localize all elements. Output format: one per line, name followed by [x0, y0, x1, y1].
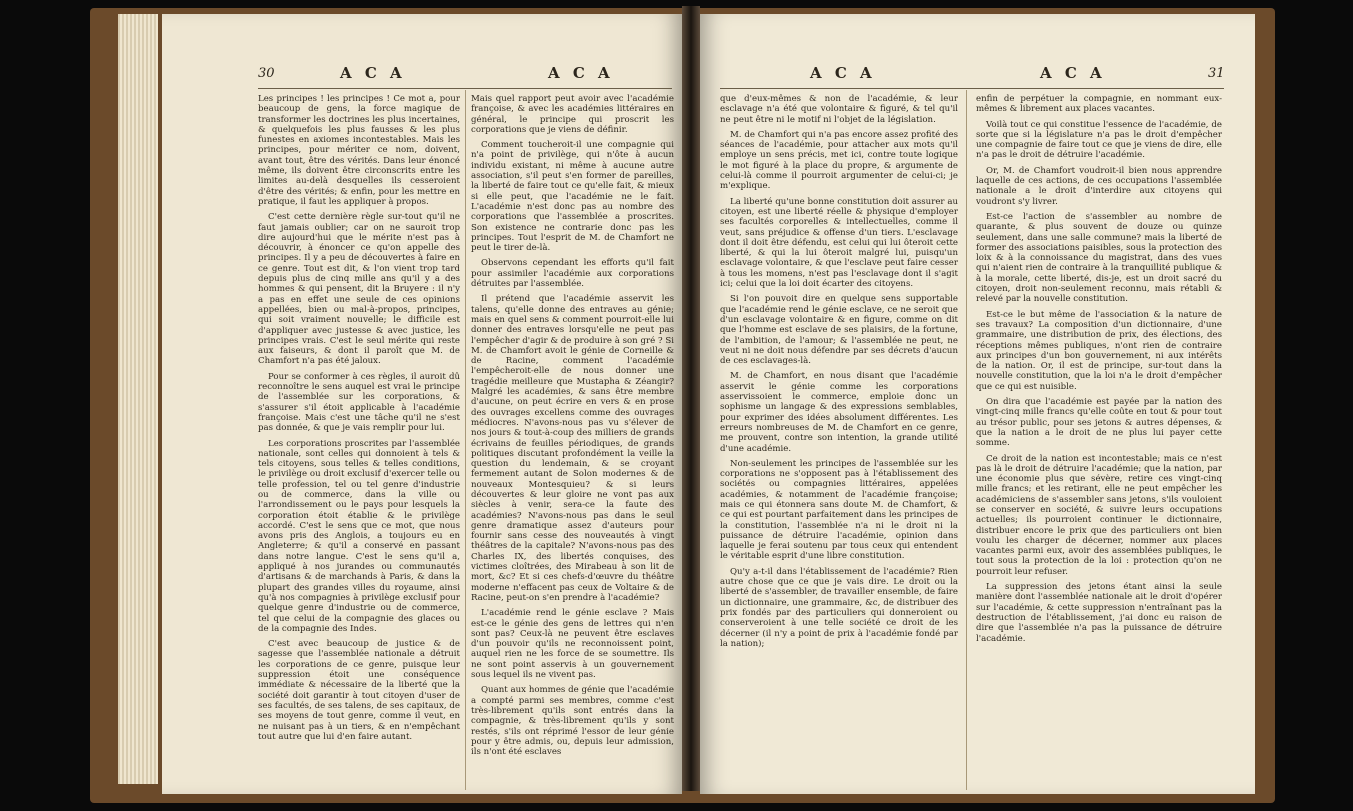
running-head-left-2: A C A — [548, 64, 614, 82]
paragraph: Mais quel rapport peut avoir avec l'académie françoise, & avec les académies littéraires en général, le principe qui proscrit les corporations que je viens de définir. — [471, 94, 674, 135]
paragraph: Les principes ! les principes ! Ce mot a, pour beaucoup de gens, la force magique de transformer les doctrines les plus incertaines, & quelquefois les plus fausses & les plus funestes en axiomes incontestables. Mais les principes, pour mériter ce nom, doivent, avant tout, être des vérités. Dans leur énoncé même, ils doivent être circonscrits entre les limites au-delà desquelles ils cesseroient d'être des vérités; & enfin, pour les mettre en pratique, il faut les appliquer à propos. — [258, 94, 460, 207]
left-page — [162, 14, 682, 794]
paragraph: Les corporations proscrites par l'assemblée nationale, sont celles qui donnoient à tels & tels citoyens, sous telles & telles conditions, le privilège ou droit exclusif d'exercer telle ou telle profession, tel ou tel genre d'industrie ou de commerce, dans la ville ou l'arrondissement ou le pays pour lesquels la corporation étoit établie & le privilège accordé. C'est le sens que ce mot, que nous avons pris des Anglois, a toujours eu en Angleterre; & qu'il a conservé en passant dans notre langue. C'est le sens qu'il a, appliqué à nos jurandes ou communautés d'artisans & de marchands à Paris, & dans la plupart des grandes villes du royaume, ainsi qu'à nos compagnies à privilège exclusif pour quelque genre d'industrie ou de commerce, tel que celui de la compagnie des glaces ou de la compagnie des Indes. — [258, 438, 460, 634]
paragraph: C'est avec beaucoup de justice & de sagesse que l'assemblée nationale a détruit les corporations de ce genre, puisque leur suppression étoit une conséquence immédiate & nécessaire de la liberté que la société doit garantir à tout citoyen d'user de ses facultés, de ses talens, de ses capitaux, de ses moyens de tout genre, comme il veut, en ne nuisant pas à un tiers, & en n'empêchant tout autre que lui d'en faire autant. — [258, 639, 460, 742]
header-rule-right — [720, 88, 1224, 89]
paragraph: L'académie rend le génie esclave ? Mais est-ce le génie des gens de lettres qui n'en sont pas? Ceux-là ne peuvent être esclaves d'un pouvoir qu'ils ne reconnoissent point, auquel rien ne les force de se soumettre. Ils ne sont point asservis à un gouvernement sous lequel ils ne vivent pas. — [471, 608, 674, 681]
book-gutter — [682, 6, 700, 791]
page-number-left: 30 — [258, 66, 275, 81]
paragraph: Comment toucheroit-il une compagnie qui n'a point de privilège, qui n'ôte à aucun individu existant, ni même à aucune autre association, s'il peut s'en former de pareilles, la liberté de faire tout ce qu'elle fait, & mieux si elle peut, que l'académie ne le fait. L'académie n'est donc pas au nombre des corporations que l'assemblée a proscrites. Son existence ne contrarie donc pas les principes. Tout l'esprit de M. de Chamfort ne peut le tirer de-là. — [471, 140, 674, 254]
right-page-column-1 — [720, 94, 958, 654]
paragraph: Voilà tout ce qui constitue l'essence de l'académie, de sorte que si la législature n'a pas le droit d'empêcher une compagnie de faire tout ce que je viens de dire, elle n'a pas le droit de détruire l'académie. — [976, 119, 1222, 161]
paragraph: La suppression des jetons étant ainsi la seule manière dont l'assemblée nationale ait le droit d'opérer sur l'académie, & cette suppression n'entraînant pas la destruction de l'établissement, j'ai donc eu raison de dire que l'assemblée n'a pas la puissance de détruire l'académie. — [976, 582, 1222, 644]
column-divider-right — [966, 90, 967, 790]
page-number-right: 31 — [1208, 66, 1225, 81]
right-page-column-2 — [976, 94, 1222, 649]
paragraph: C'est cette dernière règle sur-tout qu'il ne faut jamais oublier; car on ne sauroit trop dire aujourd'hui que le mérite n'est pas à découvrir, à énoncer ce qu'on appelle des principes. Il y a peu de découvertes à faire en ce genre. Tout est dit, & l'on vient trop tard depuis plus de cinq mille ans qu'il y a des hommes & qui pensent, dit la Bruyere : il n'y a pas en effet une seule de ces opinions appellées, bien ou mal-à-propos, principes, qui soit vraiment nouvelle; le difficile est d'appliquer avec justesse & avec justice, les principes vrais. C'est le seul mérite qui reste aux faiseurs, & dont il paroît que M. de Chamfort n'a pas été jaloux. — [258, 212, 460, 367]
paragraph: Ce droit de la nation est incontestable; mais ce n'est pas là le droit de détruire l'académie; que la nation, par une économie plus que sévère, retire ces vingt-cinq mille francs; et les retirant, elle ne peut empêcher les académiciens de s'assembler sans jetons, s'ils vouloient se conserver en société, & suivre leurs occupations actuelles; ils pourroient continuer le dictionnaire, distribuer encore le prix que des particuliers ont bien voulu les charger de décerner, nommer aux places vacantes parmi eux, avoir des assemblées publiques, le tout sous la protection de la loi : protection qu'on ne pourroit leur refuser. — [976, 453, 1222, 577]
running-head-left-1: A C A — [340, 64, 406, 82]
column-divider-left — [465, 90, 466, 790]
paragraph: M. de Chamfort qui n'a pas encore assez profité des séances de l'académie, pour attacher aux mots qu'il employe un sens précis, met ici, contre toute logique le mot figuré à la place du propre, & argumente de celui-là comme il pourroit argumenter de celui-ci; je m'explique. — [720, 129, 958, 192]
paragraph: Si l'on pouvoit dire en quelque sens supportable que l'académie rend le génie esclave, ce ne seroit que d'un esclavage volontaire & en figure, comme on dit que l'homme est esclave de ses plaisirs, de la fortune, de l'ambition, de l'amour; & l'assemblée ne peut, ne veut ni ne doit nous défendre par ses décrets d'aucun de ces esclavages-là. — [720, 294, 958, 367]
left-page-column-2 — [471, 94, 674, 762]
paragraph: Pour se conformer à ces règles, il auroit dû reconnoître le sens auquel est vrai le principe de l'assemblée sur les corporations, & s'assurer s'il étoit applicable à l'académie françoise. Mais c'est une tâche qu'il ne s'est pas donnée, & que je vais remplir pour lui. — [258, 371, 460, 434]
paragraph: Quant aux hommes de génie que l'académie a compté parmi ses membres, comme c'est très-librement qu'ils sont entrés dans la compagnie, & très-librement qu'ils y sont restés, s'ils ont réprimé l'essor de leur génie pour y être admis, ou, depuis leur admission, ils n'ont été esclaves — [471, 685, 674, 758]
paragraph: Est-ce l'action de s'assembler au nombre de quarante, & plus souvent de douze ou quinze seulement, dans une salle commune? mais la liberté de former des associations paisibles, sous la protection des loix & à la connoissance du magistrat, dans des vues qui n'aient rien de contraire à la tranquillité publique & à la morale, cette liberté, dis-je, est un droit sacré du citoyen, droit non-seulement reconnu, mais rétabli & relevé par la nouvelle constitution. — [976, 211, 1222, 305]
paragraph: La liberté qu'une bonne constitution doit assurer au citoyen, est une liberté réelle & physique d'employer ses facultés corporelles & intellectuelles, comme il veut, sans préjudice & offense d'un tiers. L'esclavage dont il doit être défendu, est celui qui lui ôteroit cette liberté, & qui la lui ôteroit malgré lui, puisqu'un esclavage volontaire, & que l'esclave peut faire cesser à tous les momens, n'est pas l'esclavage dont il s'agit ici; celui que la loi doit écarter des citoyens. — [720, 196, 958, 290]
paragraph: On dira que l'académie est payée par la nation des vingt-cinq mille francs qu'elle coûte en tout & pour tout au trésor public, pour ses jetons & autres dépenses, & que la nation a le droit de ne plus lui payer cette somme. — [976, 397, 1222, 449]
paragraph: Observons cependant les efforts qu'il fait pour assimiler l'académie aux corporations détruites par l'assemblée. — [471, 258, 674, 290]
header-rule-left — [258, 88, 672, 89]
left-page-column-1 — [258, 94, 460, 747]
running-head-right-1: A C A — [810, 64, 876, 82]
paragraph: enfin de perpétuer la compagnie, en nommant eux-mêmes & librement aux places vacantes. — [976, 94, 1222, 115]
paragraph: Est-ce le but même de l'association & la nature de ses travaux? La composition d'un dictionnaire, d'une grammaire, une distribution de prix, des élections, des réceptions mêmes publiques, n'ont rien de contraire aux principes d'un bon gouvernement, ni aux intérêts de la nation. Or, il est de principe, sur-tout dans la nouvelle constitution, que la loi n'a le droit d'empêcher que ce qui est nuisible. — [976, 309, 1222, 392]
paragraph: Il prétend que l'académie asservit les talens, qu'elle donne des entraves au génie; mais en quel sens & comment pourroit-elle lui donner des entraves lorsqu'elle ne peut pas l'empêcher d'agir & de produire à son gré ? Si M. de Chamfort avoit le génie de Corneille & de Racine, comment l'académie l'empêcheroit-elle de nous donner une tragédie meilleure que Mustapha & Zéangir? Malgré les académies, & sans être membre d'aucune, on peut écrire en vers & en prose des ouvrages excellens comme des ouvrages médiocres. N'avons-nous pas vu s'élever de nos jours & tout-à-coup des milliers de grands écrivains de feuilles périodiques, de grands politiques discutant profondément la veille la question du lendemain, & se croyant fermement autant de Solon modernes & de nouveaux Montesquieu? & si leurs découvertes & leur gloire ne vont pas aux siècles à venir, sera-ce la faute des académies? N'avons-nous pas dans le seul genre dramatique assez d'auteurs pour fournir sans cesse des nouveautés à vingt théâtres de la capitale? N'avons-nous pas des Charles IX, des libertés conquises, des victimes cloîtrées, des Mirabeau à son lit de mort, &c? Et si ces chefs-d'œuvre du théâtre moderne n'effacent pas ceux de Voltaire & de Racine, peut-on s'en prendre à l'académie? — [471, 294, 674, 603]
paragraph: Or, M. de Chamfort voudroit-il bien nous apprendre laquelle de ces actions, de ces occupations l'assemblée nationale a le droit d'interdire aux citoyens qui voudront s'y livrer. — [976, 165, 1222, 207]
running-head-right-2: A C A — [1040, 64, 1106, 82]
paragraph: que d'eux-mêmes & non de l'académie, & leur esclavage n'a été que volontaire & figuré, & tel qu'il ne peut être ni le motif ni l'objet de la législation. — [720, 94, 958, 125]
page-edges — [118, 14, 158, 784]
paragraph: Qu'y a-t-il dans l'établissement de l'académie? Rien autre chose que ce que je vais dire. Le droit ou la liberté de s'assembler, de travailler ensemble, de faire un dictionnaire, une grammaire, &c, de distribuer des prix fondés par des particuliers qui donneroient ou conserveroient à une telle société ce droit de les décerner (il n'y a point de prix à l'académie fondé par la nation); — [720, 566, 958, 649]
paragraph: Non-seulement les principes de l'assemblée sur les corporations ne s'opposent pas à l'établissement des sociétés ou compagnies littéraires, appelées académies, & notamment de l'académie françoise; mais ce qui étonnera sans doute M. de Chamfort, & ce qui est pourtant parfaitement dans les principes de la constitution, l'assemblée n'a ni le droit ni la puissance de détruire l'académie, opinion dans laquelle je ferai soutenu par tous ceux qui entendent le véritable esprit d'une libre constitution. — [720, 458, 958, 562]
paragraph: M. de Chamfort, en nous disant que l'académie asservit le génie comme les corporations asservissoient le commerce, emploie donc un sophisme un langage & des expressions semblables, pour exprimer des idées absolument différentes. Les erreurs nombreuses de M. de Chamfort en ce genre, me prouvent, contre son intention, la grande utilité d'une académie. — [720, 371, 958, 454]
right-page — [700, 14, 1255, 794]
